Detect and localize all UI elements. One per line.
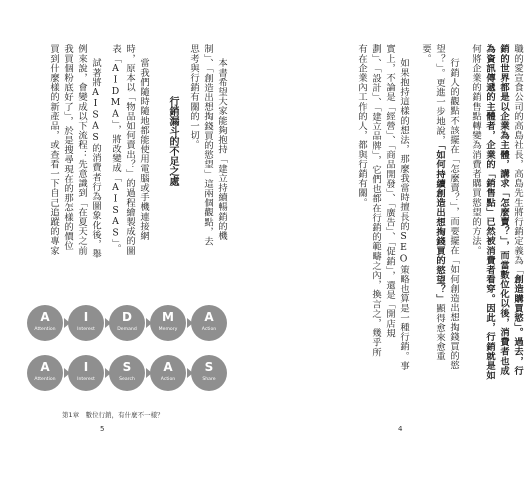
chapter-footer: 第1章 數位行銷，有什麼不一樣？ <box>62 411 164 419</box>
aisas-node-interest: I Interest <box>68 355 104 391</box>
left-col-8: 例來說，會變成以下流程：先意識到「在夏天之前 <box>76 44 87 256</box>
aidma-node-action: A Action <box>191 305 227 341</box>
aisas-node-action: A Action <box>150 355 186 391</box>
page-number-right: 4 <box>398 425 403 433</box>
left-col-4: 當我們隨時隨地都能使用電腦或手機連接網 <box>138 58 149 241</box>
aidma-node-memory: M Memory <box>150 305 186 341</box>
aisas-node-search: S Search <box>109 355 145 391</box>
aisas-node-share: S Share <box>191 355 227 391</box>
right-col-4: 何將企業的銷售點轉變為消費者購買慾望的方法。 <box>470 44 481 256</box>
right-col-11: 有在企業內工作的人，都與行銷有關。 <box>356 44 367 208</box>
section-heading: 行銷漏斗的不足之處 <box>167 96 178 186</box>
right-col-7: 要。 <box>420 44 431 64</box>
left-col-9: 我買個粉底好了」，於是搜尋現在的那怎樣的價位 <box>62 44 73 251</box>
right-col-6: 望？」。更進一步地說，「如何持續創造出想掏錢買的慾望？」顯得愈來愈重 <box>434 44 445 362</box>
right-col-3: 為資訊傳遞的主體者，企業的「銷售點」已然被消費者看穿。因此，行銷就是如 <box>484 44 495 380</box>
left-page <box>0 0 260 500</box>
aisas-node-attention: A Attention <box>27 355 63 391</box>
right-col-2: 銷的世界都是以企業為主體，講求「怎麼賣？」，而當數位化以後，消費者也成 <box>498 44 509 376</box>
aisas-diagram <box>27 355 227 399</box>
right-col-8: 如果抱持這樣的想法，那麼我當時擅長的SEO策略也算是一種行銷。事 <box>398 58 409 371</box>
aidma-node-demand: D Demand <box>109 305 145 341</box>
left-col-10: 買到什麼樣的新產品，或查看一下自己追蹤的專家 <box>48 44 59 256</box>
right-col-10: 劃」、「設計」、「建立品牌」，它們也都在行銷的範疇之內，換言之，幾乎所 <box>370 44 381 357</box>
right-col-5: 行銷人的觀點不該擺在「怎麼賣？」，而要擺在「如何創造出想掏錢買的慾 <box>448 58 459 371</box>
left-col-5: 時，原本以「物品如何賣出？」的過程繪製成的圖 <box>124 44 135 256</box>
page-number-left: 5 <box>100 425 105 433</box>
left-col-1: 本書希望大家能夠抱持「建立持續暢銷的機 <box>216 58 227 241</box>
left-col-7: 試著將AISAS的消費者行為圖象化後，舉 <box>90 58 101 259</box>
right-page <box>260 0 523 500</box>
left-col-3: 思考與行銷有關的一切。 <box>188 44 199 150</box>
aidma-node-attention: A Attention <box>27 305 63 341</box>
left-col-6: 表「AIDMA」，將改變成「AISAS」。 <box>110 44 121 254</box>
left-col-2: 制」、「創造出想掏錢買的慾望」這兩個觀點，去 <box>202 44 213 246</box>
bold-phrase-2: 「如何持續創造出想掏錢買的慾望？」 <box>434 144 445 304</box>
right-col-9: 實上，不論是「經營」、「商品開發」、「廣告」、「促銷」，還是「開店規 <box>384 44 395 338</box>
bold-phrase: 創造購買慾」。過去，行 <box>512 274 523 376</box>
aidma-diagram <box>27 305 227 349</box>
right-col-1: 職的愛宣食公司的高島社長，高島先生將行銷定義為「創造購買慾」。過去，行 <box>512 44 523 376</box>
aidma-node-interest: I Interest <box>68 305 104 341</box>
